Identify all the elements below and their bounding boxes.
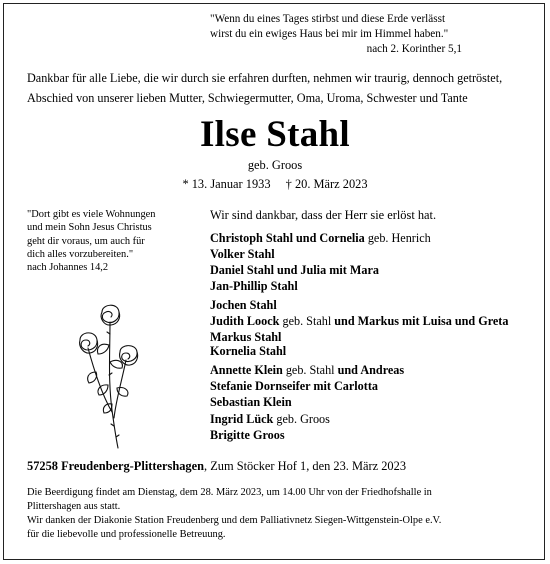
life-dates xyxy=(0,176,550,192)
mourner-name: Brigitte Groos xyxy=(210,428,285,442)
thanks-line: Wir sind dankbar, dass der Herr sie erlöst hat. xyxy=(210,208,437,222)
mourner-name: und Markus mit Luisa und Greta xyxy=(334,314,509,328)
address-rest: , Zum Stöcker Hof 1, den 23. März 2023 xyxy=(204,459,407,473)
quote-line: "Dort gibt es viele Wohnungen xyxy=(27,209,156,220)
mourner-name: Jochen Stahl xyxy=(210,298,277,312)
mourner-row xyxy=(210,343,286,359)
mourner-name: Markus Stahl xyxy=(210,330,282,344)
address-place: 57258 Freudenberg-Plittershagen xyxy=(27,459,205,473)
mourner-name: Jan-Phillip Stahl xyxy=(210,279,298,293)
mourner-name: Judith Loock xyxy=(210,314,280,328)
quote-line: geht dir voraus, um auch für xyxy=(27,235,145,247)
mourner-row xyxy=(210,394,404,410)
mourner-row xyxy=(210,411,330,427)
quote-line: dich alles vorzubereiten." xyxy=(27,248,134,260)
quote-line: wirst du ein ewiges Haus bei mir im Himmel haben." xyxy=(210,28,449,40)
mourner-row xyxy=(210,362,404,378)
mourner-row xyxy=(210,262,431,278)
quote-line: und mein Sohn Jesus Christus xyxy=(27,222,152,234)
top-bible-quote xyxy=(210,12,462,57)
mourner-note: geb. Stahl xyxy=(279,314,335,328)
mourner-row xyxy=(210,278,431,294)
family-group xyxy=(210,362,404,410)
intro-text xyxy=(27,68,502,108)
address-line xyxy=(27,458,406,474)
quote-line: "Wenn du eines Tages stirbst und diese Erde verlässt xyxy=(210,13,446,25)
deceased-name: Ilse Stahl xyxy=(199,114,350,155)
mourner-note: geb. Stahl xyxy=(282,363,338,377)
mourner-note: geb. Groos xyxy=(273,412,330,426)
mourner-name: Daniel Stahl und Julia mit Mara xyxy=(210,263,379,277)
quote-source: nach Johannes 14,2 xyxy=(27,262,109,274)
death-date: † 20. März 2023 xyxy=(285,177,368,191)
birth-name: geb. Groos xyxy=(247,158,303,172)
family-group xyxy=(210,297,508,345)
mourner-note: geb. Henrich xyxy=(364,231,431,245)
mourner-name: Christoph Stahl und Cornelia xyxy=(210,231,365,245)
footer-line: Die Beerdigung findet am Dienstag, dem 28. März 2023, um 14.00 Uhr von der Friedhofshalle in xyxy=(27,487,432,498)
mourner-row xyxy=(210,246,431,262)
mourner-name: Kornelia Stahl xyxy=(210,344,287,358)
family-group xyxy=(210,411,330,443)
footer-line: Wir danken der Diakonie Station Freudenberg und dem Palliativnetz Siegen-Wittgenstein-Olpe e.V. xyxy=(27,515,442,526)
mourner-row xyxy=(210,297,508,313)
birth-date: * 13. Januar 1933 xyxy=(182,177,271,191)
footer-line: Plittershagen aus statt. xyxy=(27,501,121,512)
mourner-name: Ingrid Lück xyxy=(210,412,274,426)
mourner-name: Volker Stahl xyxy=(210,247,275,261)
rose-illustration-icon xyxy=(74,300,142,450)
family-group xyxy=(210,343,286,359)
mourner-name: Annette Klein xyxy=(210,363,283,377)
quote-source: nach 2. Korinther 5,1 xyxy=(366,43,462,55)
mourner-name: Sebastian Klein xyxy=(210,395,292,409)
family-group xyxy=(210,230,431,294)
footer-line: für die liebevolle und professionelle Betreuung. xyxy=(27,529,226,540)
intro-line: Dankbar für alle Liebe, die wir durch sie erfahren durften, nehmen wir traurig, dennoch getröstet, xyxy=(27,71,503,85)
mourner-row xyxy=(210,230,431,246)
funeral-info xyxy=(27,486,441,542)
mourner-name: und Andreas xyxy=(337,363,405,377)
intro-line: Abschied von unserer lieben Mutter, Schwiegermutter, Oma, Uroma, Schwester und Tante xyxy=(27,91,468,105)
mourner-name: Stefanie Dornseifer mit Carlotta xyxy=(210,379,378,393)
side-bible-quote xyxy=(27,208,155,274)
mourner-row xyxy=(210,427,330,443)
mourner-row xyxy=(210,313,508,329)
mourner-row xyxy=(210,378,404,394)
